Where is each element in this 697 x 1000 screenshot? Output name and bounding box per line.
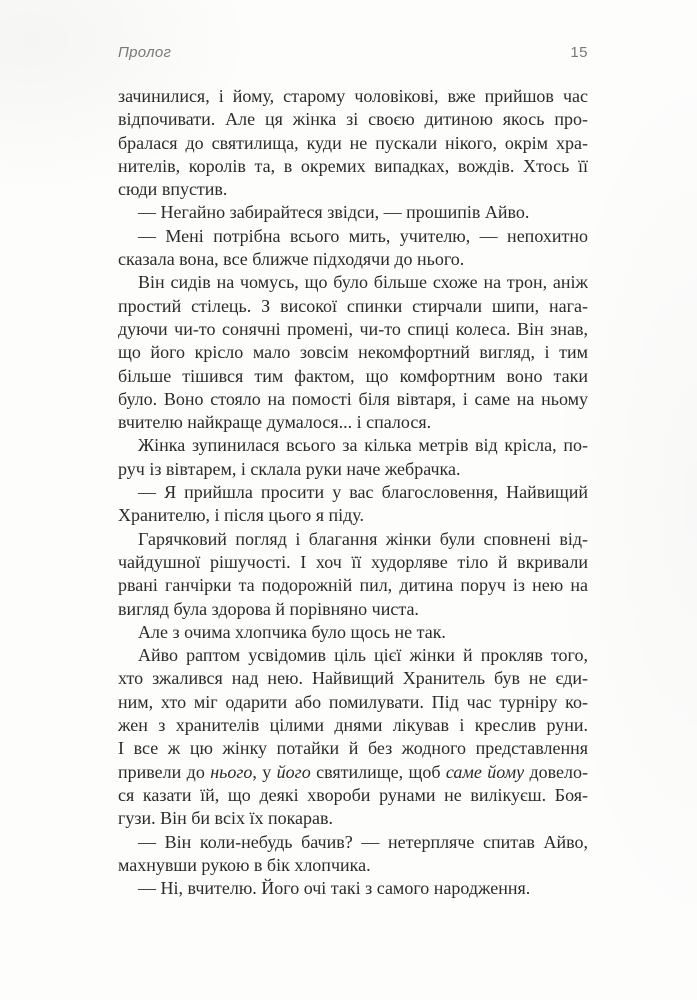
text-line: гузи. Він би всіх їх покарав. <box>118 808 334 829</box>
text-line: простий стілець. З високої спинки стирчали шипи, нага- <box>118 295 588 316</box>
text-line: — Він коли-небудь бачив? — нетерпляче спитав Айво, <box>138 831 588 852</box>
text-line: махнувши рукою в бік хлопчика. <box>118 854 371 875</box>
text-line: що його крісло мало зовсім некомфортний вигляд, і тим <box>118 342 588 363</box>
text-line: — Ні, вчителю. Його очі такі з самого народження. <box>138 878 531 899</box>
text-line: — Негайно забирайтеся звідси, — прошипів Айво. <box>138 202 530 223</box>
text-line: руч із вівтарем, і склала руки наче жебрачка. <box>118 458 461 479</box>
text-line: чайдушної рішучості. І хоч її худорляве тіло й вкривали <box>118 551 588 572</box>
text-line: Айво раптом усвідомив ціль цієї жінки й прокляв того, <box>138 645 588 666</box>
text-line: ним, хто міг одарити або помилувати. Під час турніру ко- <box>118 691 588 712</box>
text-line: хто зжалився над нею. Найвищий Хранитель був не єди- <box>118 668 588 689</box>
text-line: Але з очима хлопчика було щось не так. <box>138 621 446 642</box>
text-line: бралася до святилища, куди не пускали нікого, окрім хра- <box>118 132 588 153</box>
text-line: дуючи чи-то сонячні промені, чи-то спиці колеса. Він знав, <box>118 318 588 339</box>
text-line: жен з хранителів цілими днями лікував і креслив руни. <box>118 715 588 736</box>
text-line: Він сидів на чомусь, що було більше схоже на трон, аніж <box>138 272 588 293</box>
page-text <box>118 85 588 900</box>
text-line: сюди впустив. <box>118 179 228 200</box>
text-line: ся казати їй, що деякі хвороби рунами не вилікуєш. Боя- <box>118 784 588 805</box>
text-line: було. Воно стояло на помості біля вівтаря, і саме на ньому <box>118 388 588 409</box>
text-line: — Мені потрібна всього мить, учителю, — непохитно <box>138 225 588 246</box>
text-line: відпочивати. Але ця жінка зі своєю дитиною якось про- <box>118 109 588 130</box>
text-line: рвані ганчірки та подорожній пил, дитина поруч із нею на <box>118 575 588 596</box>
text-line: Гарячковий погляд і благання жінки були сповнені від- <box>138 528 588 549</box>
text-line: нителів, королів та, в окремих випадках, вождів. Хтось її <box>118 155 588 176</box>
text-line: — Я прийшла просити у вас благословення, Найвищий <box>138 482 588 503</box>
text-line: Хранителю, і після цього я піду. <box>118 505 364 526</box>
text-line: сказала вона, все ближче підходячи до нього. <box>118 249 465 270</box>
text-line: вчителю найкраще думалося... і спалося. <box>118 412 432 433</box>
text-line: зачинилися, і йому, старому чоловікові, вже прийшов час <box>118 86 588 106</box>
text-line: І все ж цю жінку потайки й без жодного представлення <box>118 738 588 759</box>
text-line: привели до нього, у його святилище, щоб саме йому довело- <box>118 761 589 782</box>
text-line: більше тішився тим фактом, що комфортним воно таки <box>118 365 588 386</box>
text-line: вигляд була здорова й порівняно чиста. <box>118 598 419 619</box>
text-line: Жінка зупинилася всього за кілька метрів від крісла, по- <box>138 435 588 456</box>
running-head <box>118 44 588 62</box>
running-head-section-title: Пролог <box>118 44 172 61</box>
page-number: 15 <box>570 44 588 61</box>
